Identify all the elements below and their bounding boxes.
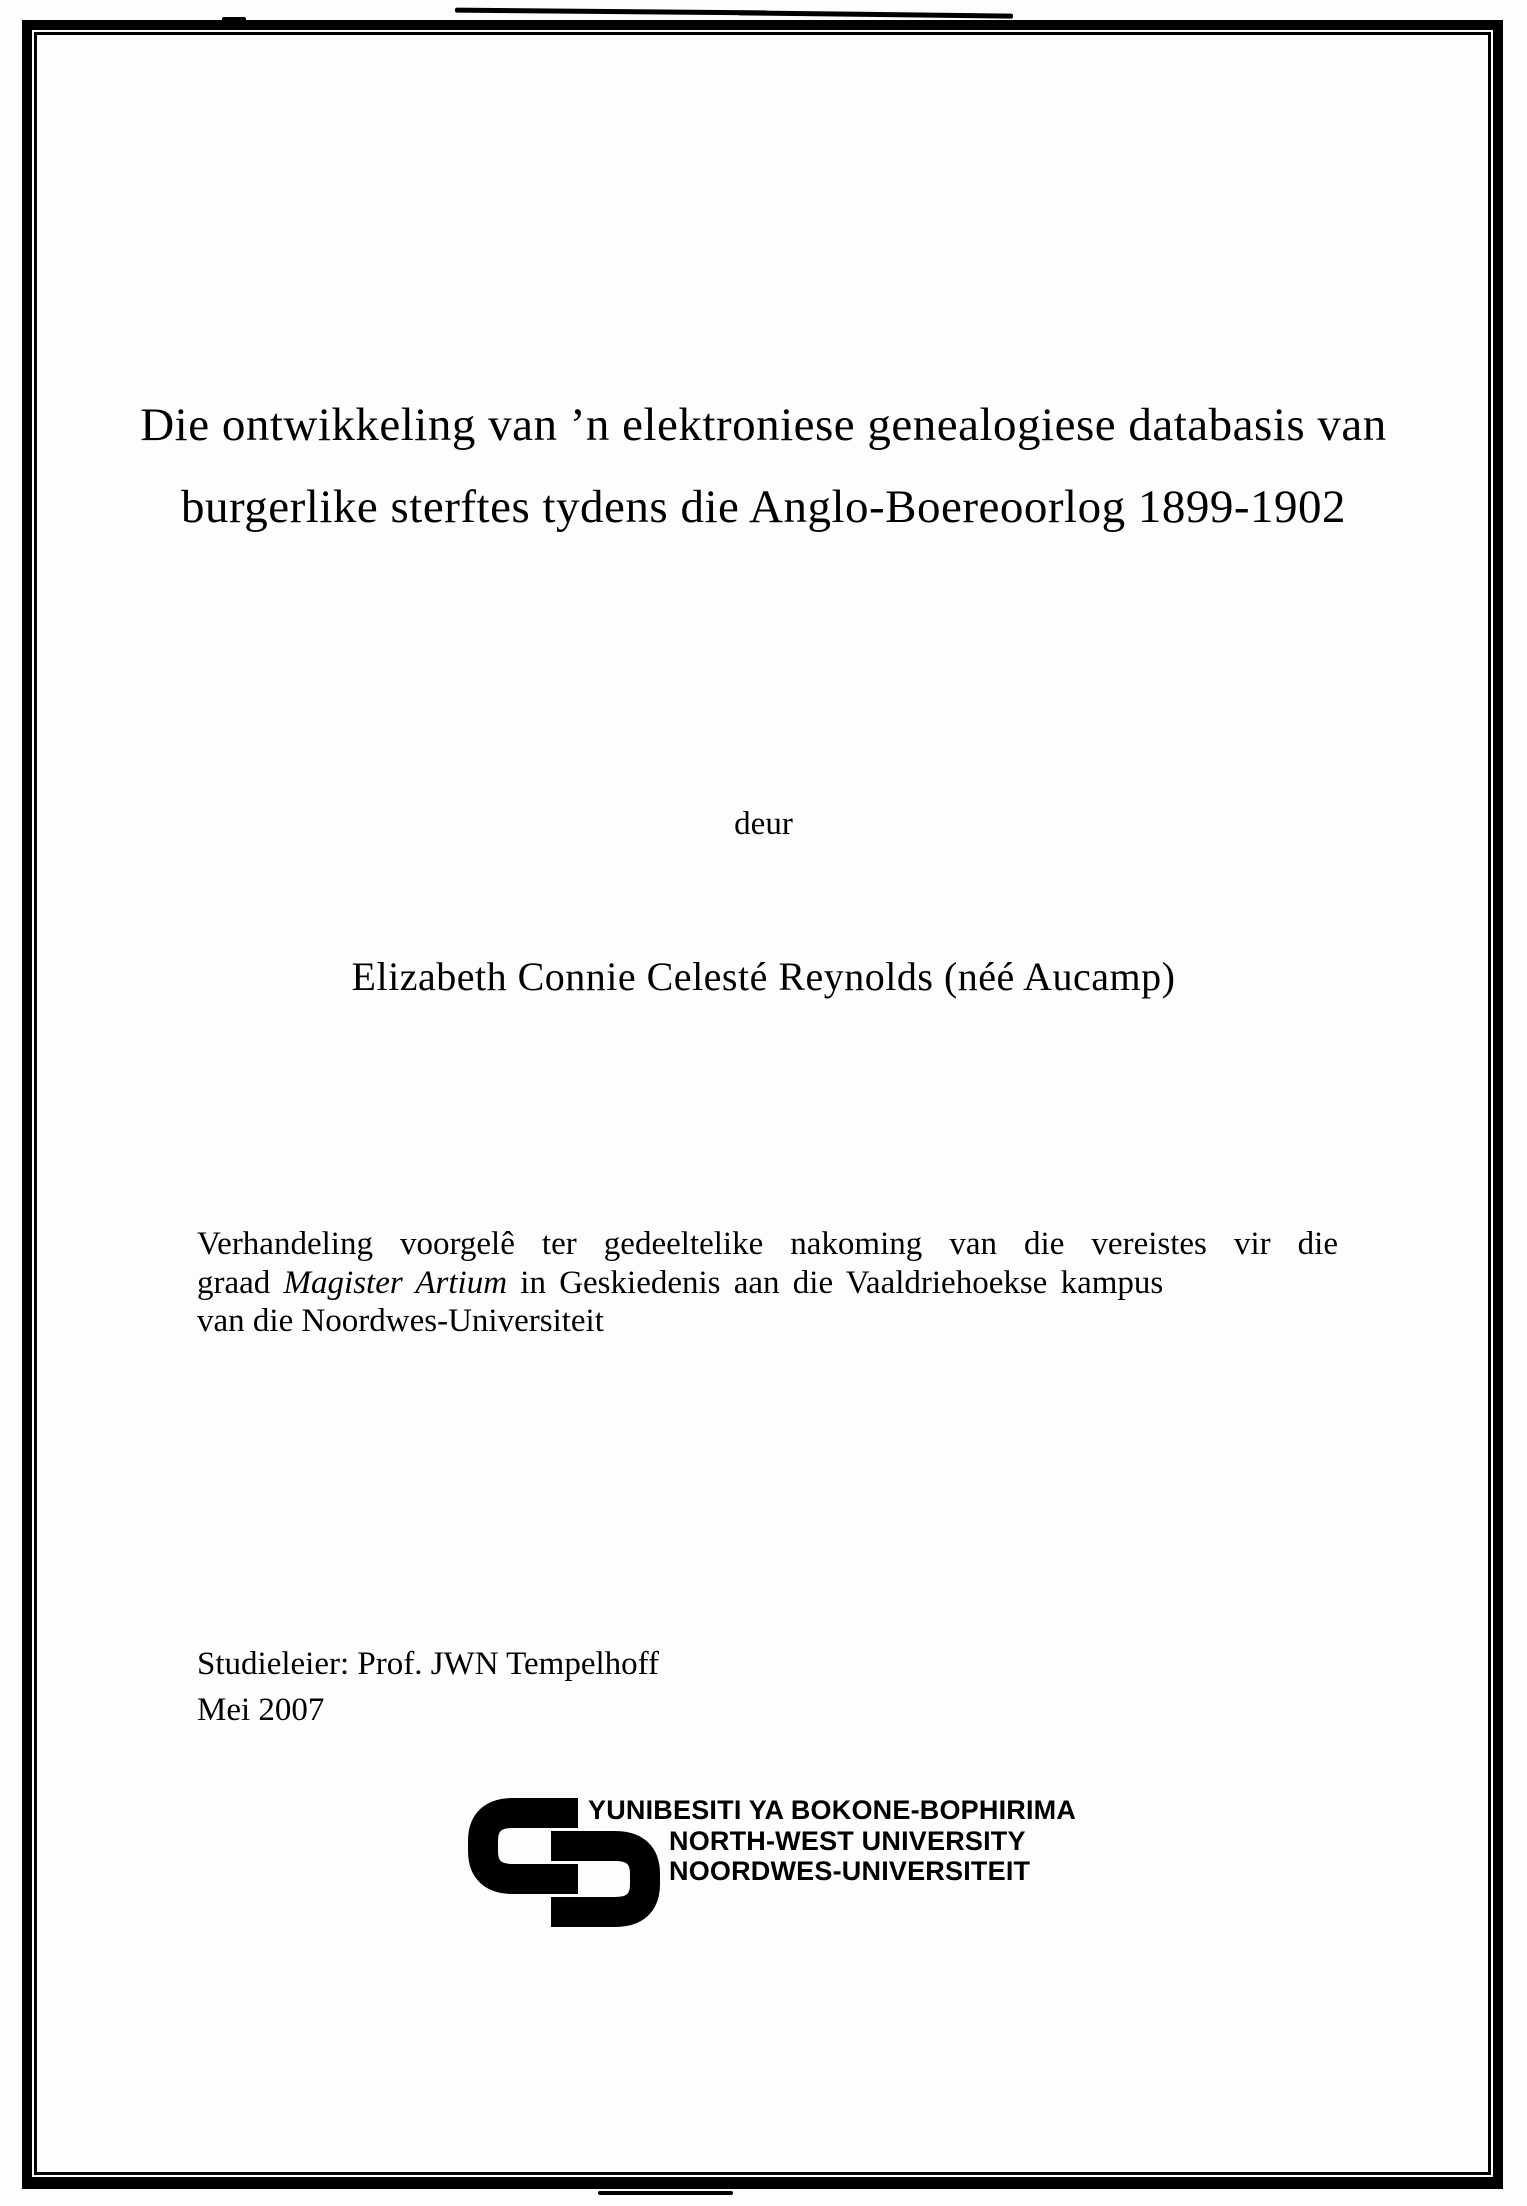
degree-name: Magister Artium <box>283 1264 508 1301</box>
date-line: Mei 2007 <box>197 1692 325 1728</box>
university-logo <box>467 1795 1147 1935</box>
logo-text-setswana: YUNIBESITI YA BOKONE-BOPHIRIMA <box>588 1795 1077 1825</box>
scan-artifact <box>455 8 767 16</box>
thesis-title <box>13 384 1514 548</box>
thesis-title-line2: burgerlike sterftes tydens die Anglo-Boereoorlog 1899-1902 <box>180 481 1347 533</box>
thesis-statement-line2 <box>197 1264 1338 1303</box>
logo-text-english: NORTH-WEST UNIVERSITY <box>669 1825 1026 1856</box>
scan-artifact <box>598 2191 733 2195</box>
thesis-statement-line2-suffix: in Geskiedenis aan die Vaaldriehoekse kampus <box>507 1264 1164 1301</box>
logo-text-afrikaans: NOORDWES-UNIVERSITEIT <box>669 1856 1031 1886</box>
thesis-statement <box>197 1225 1338 1341</box>
thesis-statement-line3: van die Noordwes-Universiteit <box>197 1303 604 1339</box>
author-name: Elizabeth Connie Celesté Reynolds (néé Aucamp) <box>351 954 1176 999</box>
supervisor-line: Studieleier: Prof. JWN Tempelhoff <box>197 1646 660 1682</box>
thesis-statement-line2-prefix: graad <box>197 1264 284 1301</box>
byline-label: deur <box>734 806 793 842</box>
scan-artifact <box>738 10 1013 18</box>
thesis-statement-line1: Verhandeling voorgelê ter gedeeltelike nakoming van die vereistes vir die <box>197 1226 1338 1262</box>
scan-artifact <box>222 17 246 22</box>
supervisor-block <box>197 1641 659 1733</box>
thesis-title-line1: Die ontwikkeling van ’n elektroniese genealogiese databasis van <box>140 399 1387 451</box>
university-logo-text <box>588 1795 1076 1887</box>
